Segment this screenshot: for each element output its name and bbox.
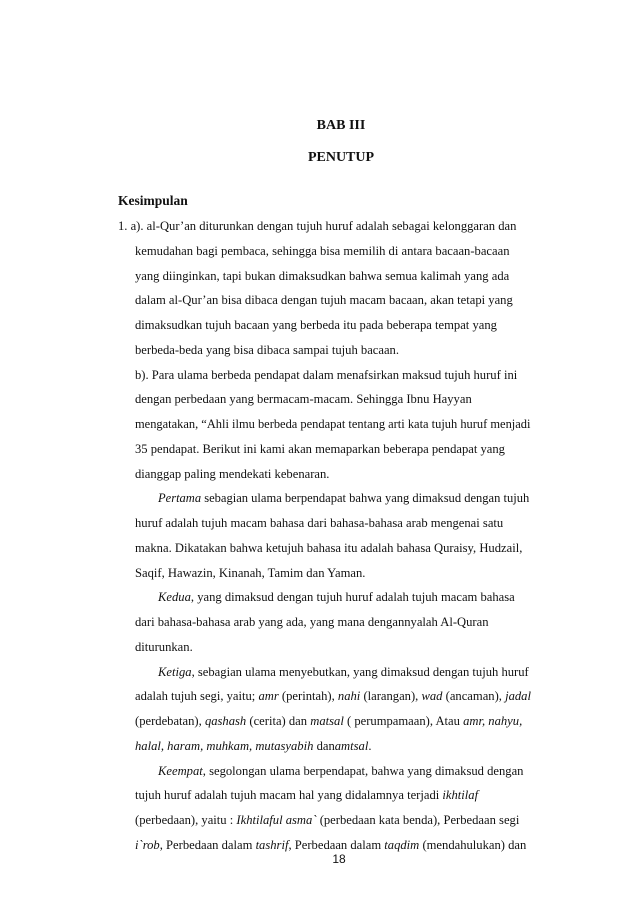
italic-term: tashrif	[255, 837, 289, 852]
text-run: , sebagian ulama menyebutkan, yang dimaksud dengan tujuh huruf	[191, 664, 529, 679]
italic-term: matsal	[310, 714, 344, 728]
italic-term: taqdim	[384, 837, 420, 852]
italic-term: Keempat	[158, 763, 203, 778]
text-line: 35 pendapat. Berikut ini kami akan memaparkan beberapa pendapat yang	[135, 441, 505, 456]
text-line: dianggap paling mendekati kebenaran.	[135, 466, 330, 481]
text-line	[118, 709, 530, 734]
text-line: diturunkan.	[135, 639, 193, 654]
italic-term: Ketiga	[158, 664, 192, 679]
text-line	[118, 684, 530, 709]
text-run: , Perbedaan dalam	[288, 837, 382, 852]
text-run: (perintah),	[281, 689, 335, 704]
text-run: ( perumpamaan), Atau	[346, 714, 460, 728]
italic-term: halal, haram, muhkam, mutasyabih	[135, 738, 314, 753]
chapter-title: PENUTUP	[307, 150, 375, 165]
text-line: berbeda-beda yang bisa dibaca sampai tujuh bacaan.	[135, 342, 400, 357]
text-line: b). Para ulama berbeda pendapat dalam menafsirkan maksud tujuh huruf ini	[135, 367, 518, 382]
text-run: (perbedaan kata benda), Perbedaan segi	[319, 813, 520, 827]
italic-term: amr	[258, 689, 279, 704]
text-run: (mendahulukan) dan	[422, 837, 527, 852]
text-line: makna. Dikatakan bahwa ketujuh bahasa itu adalah bahasa Quraisy, Hudzail,	[135, 540, 523, 555]
text-run: (ancaman),	[445, 689, 502, 704]
italic-term: Kedua	[158, 590, 191, 605]
text-line	[118, 759, 530, 784]
text-line: dimaksudkan tujuh bacaan yang berbeda itu pada beberapa tempat yang	[135, 318, 497, 332]
italic-term: Ikhtilaful asma`	[236, 813, 317, 827]
text-line: dari bahasa-bahasa arab yang ada, yang mana dengannyalah Al-Quran	[135, 615, 489, 629]
page-number: 18	[332, 852, 346, 866]
section-heading: Kesimpulan	[118, 193, 188, 208]
text-line: halal, haram, muhkam, mutasyabih danamtsal.	[135, 738, 372, 753]
text-line	[118, 783, 530, 808]
text-line: dengan perbedaan yang bermacam-macam. Sehingga Ibnu Hayyan	[135, 392, 472, 407]
text-run: tujuh huruf adalah tujuh macam hal yang didalamnya terjadi	[135, 788, 440, 803]
text-line: Saqif, Hawazin, Kinanah, Tamim dan Yaman.	[135, 565, 366, 580]
text-run: (perdebatan),	[135, 714, 202, 728]
italic-term: wad	[421, 689, 443, 704]
italic-term: amtsal	[334, 738, 369, 753]
text-line: huruf adalah tujuh macam bahasa dari bahasa-bahasa arab mengenai satu	[135, 516, 504, 530]
chapter-number: BAB III	[316, 118, 366, 133]
italic-term: ikhtilaf	[442, 788, 479, 803]
text-run: (larangan),	[363, 689, 419, 704]
text-line: yang diinginkan, tapi bukan dimaksudkan bahwa semua kalimah yang ada	[135, 268, 510, 283]
italic-term: Pertama	[158, 491, 202, 506]
text-line: dalam al-Qur’an bisa dibaca dengan tujuh macam bacaan, akan tetapi yang	[135, 293, 513, 308]
italic-term: i`rob	[135, 837, 160, 852]
italic-term: nahi	[337, 689, 361, 704]
text-run: , yang dimaksud dengan tujuh huruf adalah tujuh macam bahasa	[190, 590, 515, 605]
text-line	[118, 660, 530, 685]
text-run: sebagian ulama berpendapat bahwa yang dimaksud dengan tujuh	[204, 491, 530, 506]
text-line	[118, 585, 530, 610]
text-line	[118, 486, 530, 511]
text-line: kemudahan bagi pembaca, sehingga bisa memilih di antara bacaan-bacaan	[135, 243, 510, 258]
italic-term: jadal	[505, 689, 531, 704]
text-line: mengatakan, “Ahli ilmu berbeda pendapat tentang arti kata tujuh huruf menjadi	[135, 417, 531, 431]
text-run: (perbedaan), yaitu :	[135, 813, 234, 827]
italic-term: amr, nahyu,	[463, 714, 523, 728]
text-run: (cerita) dan	[249, 714, 308, 728]
text-run: dan	[316, 738, 335, 753]
text-run: adalah tujuh segi, yaitu;	[135, 689, 256, 704]
text-line	[118, 808, 530, 833]
text-line: 1. a). al-Qur’an diturunkan dengan tujuh huruf adalah sebagai kelonggaran dan	[118, 219, 517, 233]
text-run: , segolongan ulama berpendapat, bahwa yang dimaksud dengan	[202, 763, 524, 778]
body-text	[118, 214, 530, 858]
italic-term: qashash	[204, 714, 247, 728]
text-run: , Perbedaan dalam	[159, 837, 253, 852]
